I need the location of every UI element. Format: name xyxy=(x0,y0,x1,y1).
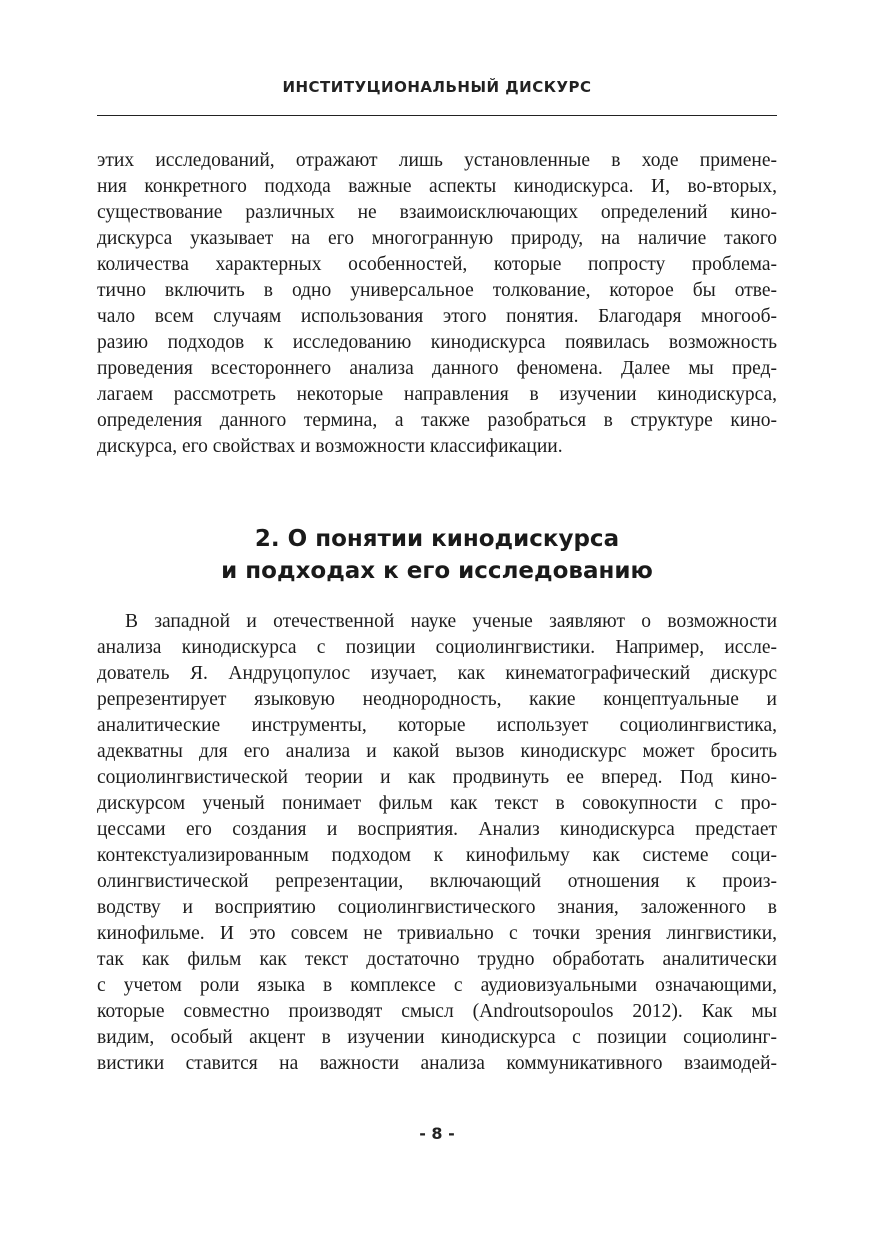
section-heading-line: и подходах к его исследованию xyxy=(221,558,653,584)
section-heading xyxy=(97,523,777,587)
section-heading-line: 2. О понятии кинодискурса xyxy=(254,526,620,552)
text-line: дователь Я. Андруцопулос изучает, как кинематографический дискурс xyxy=(97,663,777,684)
text-line: чало всем случаям использования этого понятия. Благодаря многооб- xyxy=(97,306,777,327)
text-line: В западной и отечественной науке ученые заявляют о возможности xyxy=(125,611,777,632)
text-line: так как фильм как текст достаточно трудно обработать аналитически xyxy=(97,949,777,970)
text-line: аналитические инструменты, которые использует социолингвистика, xyxy=(97,715,777,736)
text-line: этих исследований, отражают лишь установленные в ходе примене- xyxy=(97,150,777,171)
text-line: ния конкретного подхода важные аспекты кинодискурса. И, во-вторых, xyxy=(97,176,777,197)
header-rule xyxy=(97,115,777,116)
text-line: проведения всестороннего анализа данного феномена. Далее мы пред- xyxy=(97,358,777,379)
text-line: социолингвистической теории и как продвинуть ее вперед. Под кино- xyxy=(97,767,777,788)
page-number: - 8 - xyxy=(419,1124,455,1143)
text-line: тично включить в одно универсальное толкование, которое бы отве- xyxy=(97,280,777,301)
text-line: репрезентирует языковую неоднородность, какие концептуальные и xyxy=(97,689,777,710)
text-line: дискурса, его свойствах и возможности классификации. xyxy=(97,436,563,457)
text-line: существование различных не взаимоисключающих определений кино- xyxy=(97,202,777,223)
text-line: водству и восприятию социолингвистического знания, заложенного в xyxy=(97,897,777,918)
text-line: дискурса указывает на его многогранную природу, на наличие такого xyxy=(97,228,777,249)
text-line: вистики ставится на важности анализа коммуникативного взаимодей- xyxy=(97,1053,777,1074)
text-line: кинофильме. И это совсем не тривиально с точки зрения лингвистики, xyxy=(97,923,777,944)
text-line: цессами его создания и восприятия. Анализ кинодискурса предстает xyxy=(97,819,777,840)
text-line: дискурсом ученый понимает фильм как текст в совокупности с про- xyxy=(97,793,777,814)
text-line: анализа кинодискурса с позиции социолингвистики. Например, иссле- xyxy=(97,637,777,658)
text-line: олингвистической репрезентации, включающий отношения к произ- xyxy=(97,871,777,892)
text-line: которые совместно производят смысл (Androutsopoulos 2012). Как мы xyxy=(97,1001,777,1022)
text-line: определения данного термина, а также разобраться в структуре кино- xyxy=(97,410,777,431)
text-line: контекстуализированным подходом к кинофильму как системе соци- xyxy=(97,845,777,866)
running-header: ИНСТИТУЦИОНАЛЬНЫЙ ДИСКУРС xyxy=(282,78,592,96)
paragraph-1 xyxy=(97,148,777,460)
text-line: адекватны для его анализа и какой вызов кинодискурс может бросить xyxy=(97,741,777,762)
text-line: видим, особый акцент в изучении кинодискурса с позиции социолинг- xyxy=(97,1027,777,1048)
text-line: с учетом роли языка в комплексе с аудиовизуальными означающими, xyxy=(97,975,777,996)
text-line: количества характерных особенностей, которые попросту проблема- xyxy=(97,254,777,275)
text-line: лагаем рассмотреть некоторые направления в изучении кинодискурса, xyxy=(97,384,777,405)
text-line: разию подходов к исследованию кинодискурса появилась возможность xyxy=(97,332,777,353)
paragraph-2 xyxy=(97,609,777,1077)
